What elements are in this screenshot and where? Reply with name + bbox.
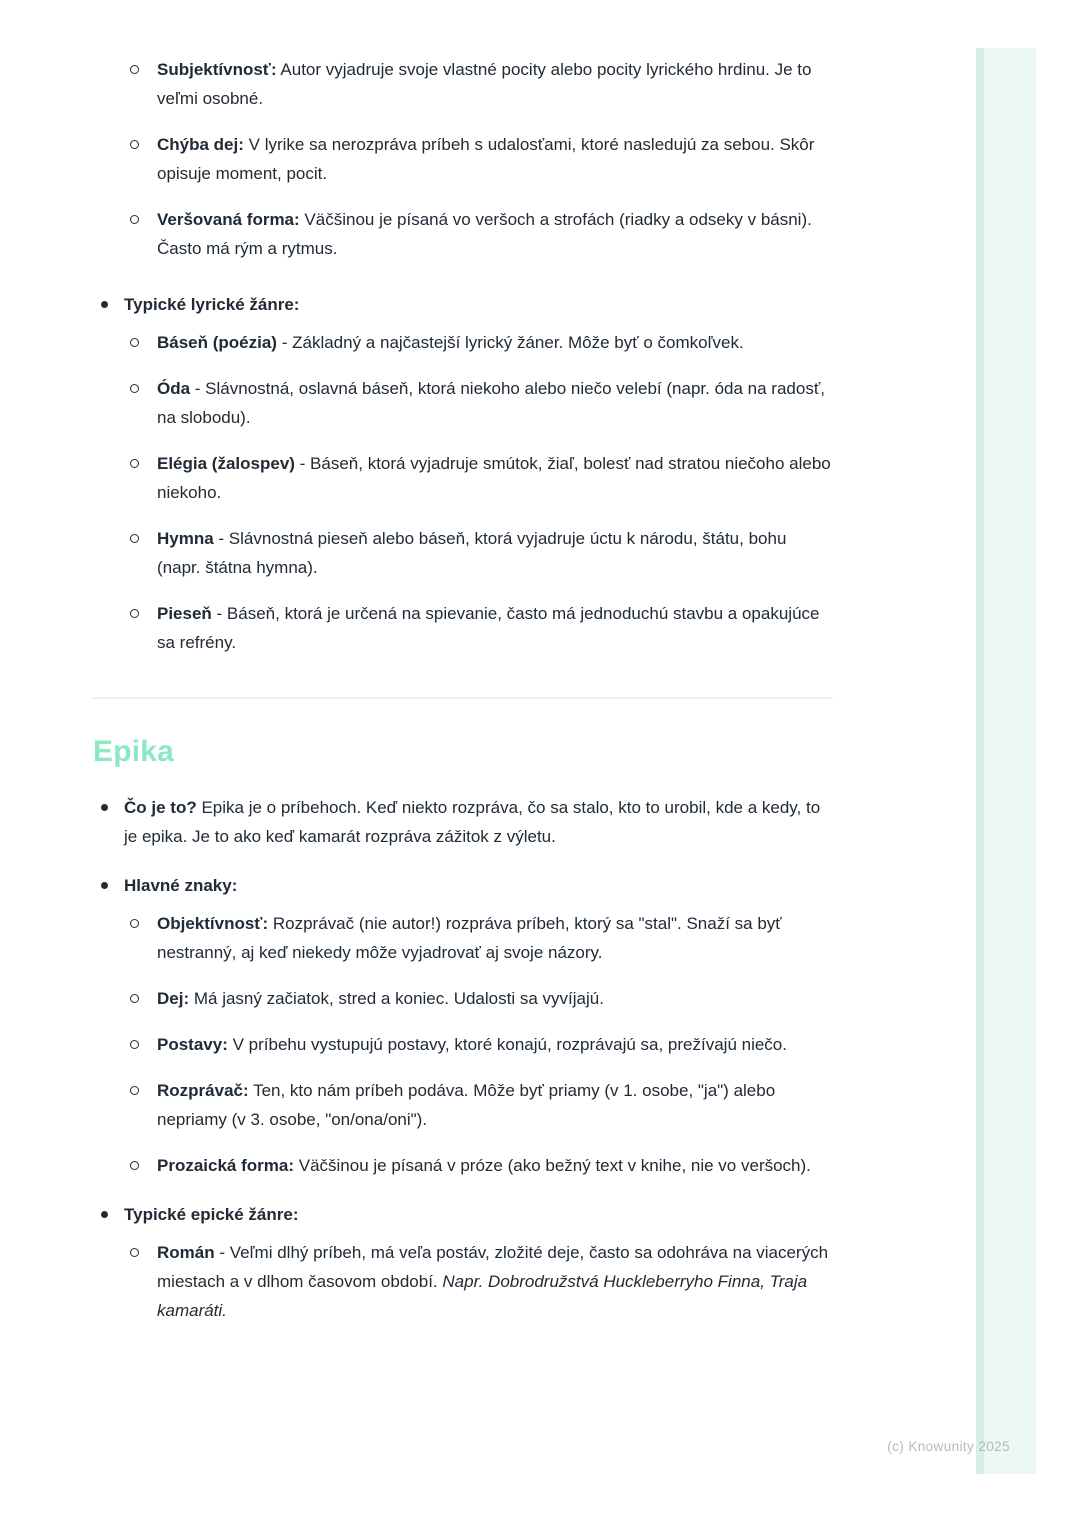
- term-label: Báseň (poézia): [157, 333, 277, 352]
- list-item: Pieseň - Báseň, ktorá je určená na spievanie, často má jednoduchú stavbu a opakujúce sa refrény.: [124, 599, 833, 657]
- document-content: [93, 55, 833, 1325]
- right-accent-stripe: [976, 48, 1036, 1474]
- term-label: Hymna: [157, 529, 214, 548]
- term-label: Óda: [157, 379, 191, 398]
- lyrika-genres-label: Typické lyrické žánre:: [124, 295, 300, 314]
- term-label: Objektívnosť:: [157, 914, 269, 933]
- lyrika-genres-list: [124, 328, 833, 657]
- lyrika-section: [93, 55, 833, 657]
- list-item: Veršovaná forma: Väčšinou je písaná vo veršoch a strofách (riadky a odseky v básni). Často má rým a rytmus.: [124, 205, 833, 263]
- list-item: Román - Veľmi dlhý príbeh, má veľa postáv, zložité deje, často sa odohráva na viacerých miestach a v dlhom časovom období. Napr. Dobrodružstvá Huckleberryho Finna, Traja kamaráti.: [124, 1238, 833, 1325]
- term-label: Rozprávač:: [157, 1081, 249, 1100]
- section-divider: [93, 697, 833, 699]
- list-item: Óda - Slávnostná, oslavná báseň, ktorá niekoho alebo niečo velebí (napr. óda na radosť, na slobodu).: [124, 374, 833, 432]
- list-item: Chýba dej: V lyrike sa nerozpráva príbeh s udalosťami, ktoré nasledujú za sebou. Skôr opisuje moment, pocit.: [124, 130, 833, 188]
- term-label: Postavy:: [157, 1035, 228, 1054]
- lyrika-traits-list: [93, 55, 833, 263]
- list-item: Subjektívnosť: Autor vyjadruje svoje vlastné pocity alebo pocity lyrického hrdinu. Je to veľmi osobné.: [124, 55, 833, 113]
- lyrika-genres-heading-item: [93, 290, 833, 657]
- copyright-watermark: (c) Knowunity 2025: [887, 1439, 1010, 1454]
- list-item: Hymna - Slávnostná pieseň alebo báseň, ktorá vyjadruje úctu k národu, štátu, bohu (napr. štátna hymna).: [124, 524, 833, 582]
- epika-genres-list: [124, 1238, 833, 1325]
- term-label: Subjektívnosť:: [157, 60, 277, 79]
- list-item: Rozprávač: Ten, kto nám príbeh podáva. Môže byť priamy (v 1. osobe, "ja") alebo nepriamy (v 3. osobe, "on/ona/oni").: [124, 1076, 833, 1134]
- list-item: Dej: Má jasný začiatok, stred a koniec. Udalosti sa vyvíjajú.: [124, 984, 833, 1013]
- epika-list: [93, 793, 833, 1325]
- list-item: Objektívnosť: Rozprávač (nie autor!) rozpráva príbeh, ktorý sa "stal". Snaží sa byť nestranný, aj keď niekedy môže vyjadrovať aj svoje názory.: [124, 909, 833, 967]
- list-item: Báseň (poézia) - Základný a najčastejší lyrický žáner. Môže byť o čomkoľvek.: [124, 328, 833, 357]
- term-label: Prozaická forma:: [157, 1156, 294, 1175]
- epika-traits-label: Hlavné znaky:: [124, 876, 238, 895]
- epika-genres-label: Typické epické žánre:: [124, 1205, 299, 1224]
- epika-heading: Epika: [93, 735, 175, 768]
- lyrika-genres-group: [93, 290, 833, 657]
- epika-traits-list: [124, 909, 833, 1180]
- term-label: Chýba dej:: [157, 135, 244, 154]
- term-label: Elégia (žalospev): [157, 454, 295, 473]
- list-item: Prozaická forma: Väčšinou je písaná v próze (ako bežný text v knihe, nie vo veršoch).: [124, 1151, 833, 1180]
- epika-what-item: [93, 793, 833, 851]
- epika-genres-item: [93, 1200, 833, 1325]
- epika-traits-item: [93, 871, 833, 1180]
- epika-what-text: Epika je o príbehoch. Keď niekto rozpráva, čo sa stalo, kto to urobil, kde a kedy, to je epika. Je to ako keď kamarát rozpráva zážitok z výletu.: [124, 798, 821, 846]
- term-label: Veršovaná forma:: [157, 210, 300, 229]
- example-italic-text: Napr. Dobrodružstvá Huckleberryho Finna, Traja kamaráti.: [157, 1272, 808, 1320]
- list-item: Elégia (žalospev) - Báseň, ktorá vyjadruje smútok, žiaľ, bolesť nad stratou niečoho alebo niekoho.: [124, 449, 833, 507]
- list-item: Postavy: V príbehu vystupujú postavy, ktoré konajú, rozprávajú sa, prežívajú niečo.: [124, 1030, 833, 1059]
- term-label: Pieseň: [157, 604, 212, 623]
- term-label: Román: [157, 1243, 215, 1262]
- epika-section: [93, 734, 833, 1325]
- epika-what-term: Čo je to?: [124, 798, 197, 817]
- term-label: Dej:: [157, 989, 190, 1008]
